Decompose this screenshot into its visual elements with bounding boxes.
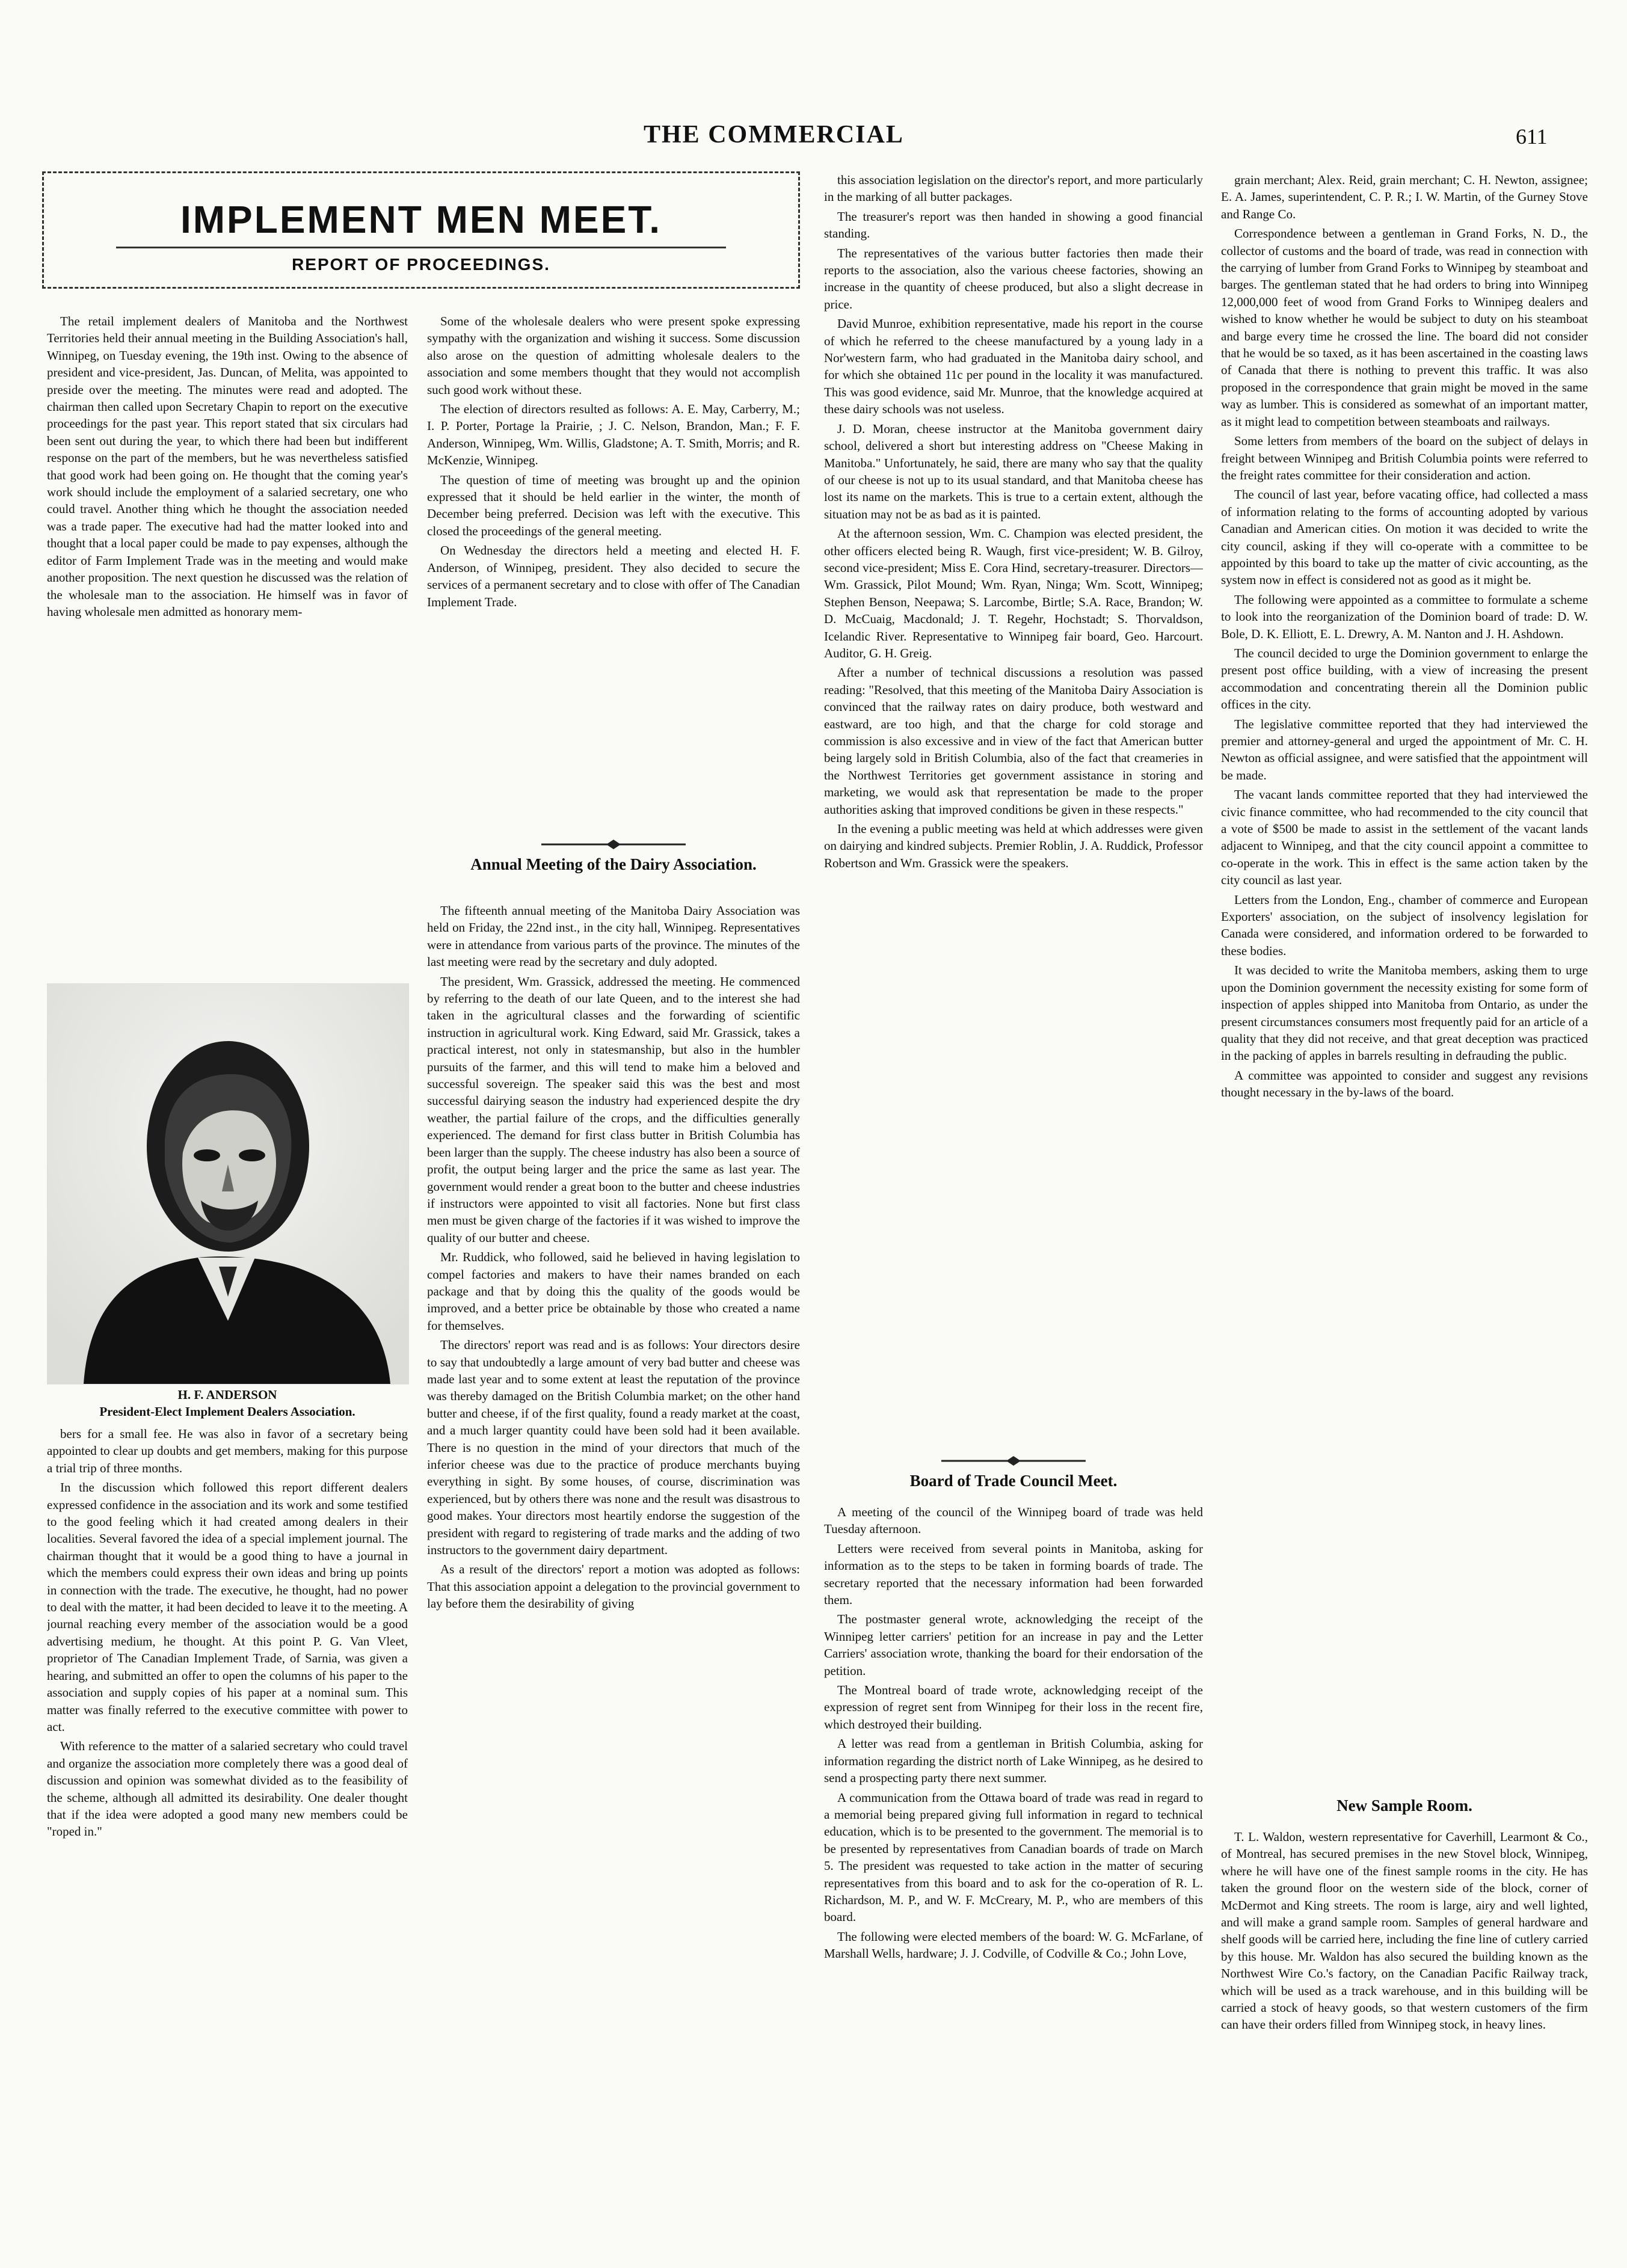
- paragraph: bers for a small fee. He was also in favor of a secretary being appointed to clear up doubts and get members, making for this purpose a trial trip of three months.: [47, 1427, 408, 1475]
- paragraph: The election of directors resulted as follows: A. E. May, Carberry, M.; I. P. Porter, Portage la Prairie, ; J. C. Nelson, Brandon, Man.; F. F. Anderson, Winnipeg, Wm. Willis, Gladstone; A. T. Smith, Morris; and R. McKenzie, Winnipeg.: [427, 402, 800, 468]
- headline-box: [42, 171, 800, 289]
- paragraph: With reference to the matter of a salaried secretary who could travel and organize the association more completely there was a good deal of discussion and opinion was somewhat divided as to the feasibility of the scheme, although all admitted its desirability. One dealer thought that if the idea were adopted a good many new members could be "roped in.": [47, 1739, 408, 1839]
- paragraph: The directors' report was read and is as follows: Your directors desire to say that undoubtedly a large amount of very bad butter and cheese was made last year and to some extent at least the reputation of the province was thereby damaged on the British Columbia market; on the other hand butter and cheese, if of the first quality, found a ready market at the coast, and a much larger quantity could have been sold had it been available. There is no question in the mind of your directors that much of the inferior cheese was due to the practice of produce merchants buying everything in sight. By some houses, of course, discrimination was experienced, but by others there was none and the result was disastrous to good makes. Your directors most heartily endorse the suggestion of the president with regard to registering of trade marks and the adding of two instructors to the government dairy department.: [427, 1338, 800, 1558]
- paragraph: In the evening a public meeting was held at which addresses were given on dairying and kindred subjects. Premier Roblin, J. A. Ruddick, Professor Robertson and Wm. Grassick were the speakers.: [824, 822, 1203, 870]
- paragraph: The council of last year, before vacating office, had collected a mass of information relating to the forms of accounting adopted by various Canadian and American cities. On motion it was decided to write the city council, asking if they will co-operate with a committee to be appointed by this board to take up the matter of civic accounting, as the system now in effect is considered not as good as it might be.: [1221, 487, 1588, 588]
- paragraph: T. L. Waldon, western representative for Caverhill, Learmont & Co., of Montreal, has secured premises in the new Stovel block, Winnipeg, where he will have one of the finest sample rooms in the city. He has taken the ground floor on the western side of the block, corner of McDermot and King streets. The room is large, airy and well lighted, and will make a grand sample room. Samples of general hardware and shelf goods will be carried here, including the fine line of cutlery carried by this house. Mr. Waldon has also secured the building known as the Northwest Wire Co.'s factory, on the Canadian Pacific Railway track, which will be used as a track warehouse, and in this building will be carried a stock of heavy goods, so that western customers of the firm can have their orders filled from Winnipeg stock, in heavy lines.: [1221, 1830, 1588, 2032]
- paragraph: Letters from the London, Eng., chamber of commerce and European Exporters' association, on the subject of insolvency legislation for Canada were considered, and information ordered to be forwarded to these bodies.: [1221, 892, 1588, 958]
- paragraph: The fifteenth annual meeting of the Manitoba Dairy Association was held on Friday, the 22nd inst., in the city hall, Winnipeg. Representatives were in attendance from various parts of the province. The minutes of the last meeting were read by the secretary and duly adopted.: [427, 903, 800, 970]
- paragraph: The vacant lands committee reported that they had interviewed the civic finance committee, who had recommended to the city council that a vote of $500 be made to assist in the settlement of the vacant lands adjacent to Winnipeg, and that the city council appoint a committee to co-operate in the work. This in effect is the same action taken by the city council as last year.: [1221, 787, 1588, 888]
- section-divider: [941, 1455, 1086, 1466]
- paragraph: It was decided to write the Manitoba members, asking them to urge upon the Dominion government the necessity existing for some form of inspection of apples shipped into Manitoba from Ontario, as under the present circumstances consumers most frequently paid for an article of a quality that they did not receive, and that great deception was practiced in the packing of apples in barrels resulting in defrauding the public.: [1221, 963, 1588, 1063]
- subheadline: REPORT OF PROCEEDINGS.: [292, 255, 550, 274]
- paragraph: The retail implement dealers of Manitoba and the Northwest Territories held their annual meeting in the Building Association's hall, Winnipeg, on Tuesday evening, the 19th inst. Owing to the absence of president and vice-president, Jas. Duncan, of Melita, was appointed to preside over the meeting. The minutes were read and adopted. The chairman then called upon Secretary Chapin to report on the executive proceedings for the past year. This report stated that six circulars had been sent out during the year, to which there had been but indifferent response on the part of the members, but he was nevertheless satisfied that good work had been going on. He thought that the coming year's work should include the employment of a salaried secretary, one who could travel. Another thing which he thought the association needed was a trade paper. The executive had had the matter looked into and thought that a local paper could be made to pay expenses, although the editor of Farm Implement Trade was in the meeting and would make another proposition. The next question he discussed was the relation of the wholesale man to the association. He himself was in favor of having wholesale men admitted as honorary mem-: [47, 314, 408, 619]
- paragraph: The representatives of the various butter factories then made their reports to the association, also the various cheese factories, showing an increase in the quantity of cheese produced, but also a slight decrease in price.: [824, 245, 1203, 312]
- dairy-section-title: Annual Meeting of the Dairy Association.: [470, 855, 757, 873]
- paragraph: Mr. Ruddick, who followed, said he believed in having legislation to compel factories and makers to have their names branded on each package and that by doing this the quality of the goods would be improved, and a better price be obtainable by those who created a name for themselves.: [427, 1250, 800, 1333]
- portrait-illustration: [48, 984, 408, 1384]
- portrait-photo: [47, 983, 409, 1384]
- article-column-2-top: [427, 313, 800, 830]
- paragraph: At the afternoon session, Wm. C. Champion was elected president, the other officers elected being R. Waugh, first vice-president; W. B. Gilroy, second vice-president; Miss E. Cora Hind, secretary-treasurer. Directors—Wm. Grassick, Pilot Mound; Wm. Ryan, Ninga; Wm. Scott, Winnipeg; Stephen Benson, Neepawa; S. Larcombe, Birtle; S.A. Race, Brandon; W. D. McCuaig, Macdonald; J. T. Regehr, Hochstadt; S. Thorvaldson, Icelandic River. Representative to Winnipeg fair board, Geo. Harcourt. Auditor, G. H. Greig.: [824, 526, 1203, 660]
- paragraph: A committee was appointed to consider and suggest any revisions thought necessary in the by-laws of the board.: [1221, 1068, 1588, 1100]
- paragraph: The following were elected members of the board: W. G. McFarlane, of Marshall Wells, hardware; J. J. Codville, of Codville & Co.; John Love,: [824, 1929, 1203, 1961]
- paragraph: In the discussion which followed this report different dealers expressed confidence in the association and its work and some testified to the good feeling which it had created among dealers in their localities. Several favored the idea of a special implement journal. The chairman thought that it would be a good thing to have a journal in which the members could express their own ideas and bring up points in connection with the trade. The executive, he thought, had no power to deal with the matter, it had been decided to leave it to the meeting. A journal reaching every member of the association would be a good advertising medium, he thought. At this point P. G. Van Vleet, proprietor of The Canadian Implement Trade, of Sarnia, was given a hearing, and submitted an offer to open the columns of his paper to the association and supply copies of his paper at a nominal sum. This matter was finally referred to the executive committee with power to act.: [47, 1480, 408, 1734]
- headline: IMPLEMENT MEN MEET.: [180, 198, 662, 241]
- paragraph: A letter was read from a gentleman in British Columbia, asking for information regarding the district north of Lake Winnipeg, as he desired to send a prospecting party there next summer.: [824, 1736, 1203, 1786]
- article-column-1-bottom: [47, 1425, 408, 2213]
- article-column-4-top: [1221, 171, 1588, 1786]
- board-article-body: [824, 1504, 1203, 2225]
- paragraph: After a number of technical discussions a resolution was passed reading: "Resolved, that this meeting of the Manitoba Dairy Association is convinced that the railway rates on dairy produce, both westward and eastward, are too high, and that the charge for cold storage and commission is also excessive and in view of the fact that American butter being largely sold in British Columbia, also of the fact that creameries in the Northwest Territories get government assistance in storing and marketing, we would ask that representation be made to the proper authorities asking that improved conditions be given in these respects.": [824, 665, 1203, 817]
- paragraph: The treasurer's report was then handed in showing a good financial standing.: [824, 209, 1203, 241]
- masthead-title: THE COMMERCIAL: [644, 121, 904, 149]
- paragraph: Some of the wholesale dealers who were present spoke expressing sympathy with the organization and wishing it success. Some discussion also arose on the question of admitting wholesale dealers to the association and some members thought that they would not accomplish such good work without these.: [427, 314, 800, 397]
- paragraph: The Montreal board of trade wrote, acknowledging receipt of the expression of regret sent from Winnipeg for their loss in the recent fire, which destroyed their building.: [824, 1683, 1203, 1732]
- paragraph: The following were appointed as a committee to formulate a scheme to look into the reorganization of the Dominion board of trade: D. W. Bole, D. K. Elliott, E. L. Drewry, A. M. Nanton and J. H. Ashdown.: [1221, 592, 1588, 641]
- masthead: [0, 120, 1627, 162]
- paragraph: A meeting of the council of the Winnipeg board of trade was held Tuesday afternoon.: [824, 1505, 1203, 1537]
- paragraph: Some letters from members of the board on the subject of delays in freight between Winnipeg and British Columbia points were referred to the freight rates committee for their consideration and action.: [1221, 434, 1588, 482]
- paragraph: The council decided to urge the Dominion government to enlarge the present post office building, with a view of increasing the present accommodation and concentrating therein all the Dominion public offices in the city.: [1221, 645, 1588, 712]
- dairy-article-body: [427, 902, 800, 2225]
- paragraph: As a result of the directors' report a motion was adopted as follows: That this association appoint a delegation to the provincial government to lay before them the desirability of giving: [427, 1562, 800, 1611]
- article-column-3-top: [824, 171, 1203, 1446]
- portrait-name: H. F. ANDERSON: [177, 1388, 277, 1402]
- paragraph: The question of time of meeting was brought up and the opinion expressed that it should be held earlier in the winter, the month of December being preferred. Decision was left with the executive. This closed the proceedings of the general meeting.: [427, 472, 800, 538]
- paragraph: On Wednesday the directors held a meeting and elected H. F. Anderson, of Winnipeg, president. They also decided to secure the services of a permanent secretary and to close with offer of The Canadian Implement Trade.: [427, 543, 800, 609]
- paragraph: A communication from the Ottawa board of trade was read in regard to a memorial being prepared giving full information in regard to technical education, which is to be presented to the government. The memorial is to be presented by representatives from Canadian boards of trade on March 5. The president was requested to take action in the matter of securing representatives from this board and to ask for the co-operation of R. L. Richardson, M. P., and W. F. McCreary, M. P., who are members of this board.: [824, 1790, 1203, 1925]
- paragraph: Correspondence between a gentleman in Grand Forks, N. D., the collector of customs and the board of trade, was read in connection with the carrying of lumber from Grand Forks to Winnipeg by steamboat and barges. The gentleman stated that he had orders to bring into Winnipeg 12,000,000 feet of wood from Grand Forks to Winnipeg dealers and wished to know whether he would be subject to duty on his steamboat and barge every time he crossed the line. The board did not consider that he would be so taxed, as it has been ascertained in the coasting laws of Canada that there is nothing to prevent this traffic. It was also proposed in the correspondence that grain might be moved in the same way as lumber. This is considered as somewhat of an important matter, as it might lead to competition between steamboats and railways.: [1221, 226, 1588, 429]
- paragraph: Letters were received from several points in Manitoba, asking for information as to the steps to be taken in forming boards of trade. The secretary reported that the necessary information had been forwarded them.: [824, 1541, 1203, 1608]
- portrait-caption-text: President-Elect Implement Dealers Association.: [99, 1404, 355, 1419]
- sample-room-section-title: New Sample Room.: [1336, 1796, 1472, 1815]
- paragraph: The postmaster general wrote, acknowledging the receipt of the Winnipeg letter carriers' petition for an increase in pay and the Letter Carriers' association wrote, thanking the board for their endorsation of the petition.: [824, 1612, 1203, 1678]
- paragraph: The legislative committee reported that they had interviewed the premier and attorney-general and urged the appointment of Mr. C. H. Newton as official assignee, and were satisfied that the appointment will be made.: [1221, 716, 1588, 782]
- paragraph: David Munroe, exhibition representative, made his report in the course of which he referred to the cheese manufactured by a young lady in a Nor'western farm, who had graduated in the Manitoba dairy school, and for which she obtained 11c per pound in the locality it was manufactured. This was good evidence, said Mr. Munroe, that the knowledge acquired at these dairy schools was not useless.: [824, 316, 1203, 417]
- article-column-1-top: [47, 313, 408, 971]
- paragraph: The president, Wm. Grassick, addressed the meeting. He commenced by referring to the death of our late Queen, and to the interest she had taken in the agricultural classes and the forwarding of scientific instruction in agricultural work. King Edward, said Mr. Grassick, takes a practical interest, not only in statesmanship, but also in the humbler pursuits of the farmer, and this will tend to make him a beloved and successful sovereign. The speaker said this was the best and most successful dairying season the industry had experienced despite the dry weather, the partial failure of the crops, and the difficulties generally experienced. The demand for first class butter in British Columbia has been larger than the supply. The cheese industry has also been a source of profit, the output being larger and the price the same as last year. The government would render a great boon to the butter and cheese industries if instructors were appointed to visit all factories. None but first class men must be given charge of the factories if it was wished to improve the quality of our butter and cheese.: [427, 974, 800, 1245]
- page-number: 611: [1516, 124, 1548, 149]
- section-divider: [541, 839, 686, 850]
- portrait-caption: [47, 1386, 408, 1420]
- sample-room-article-body: [1221, 1828, 1588, 2225]
- paragraph: grain merchant; Alex. Reid, grain merchant; C. H. Newton, assignee; E. A. James, superintendent, C. P. R.; I. W. Martin, of the Gurney Stove and Range Co.: [1221, 173, 1588, 221]
- headline-rule: [116, 247, 726, 248]
- paragraph: J. D. Moran, cheese instructor at the Manitoba government dairy school, delivered a short but interesting address on "Cheese Making in Manitoba." Unfortunately, he said, there are many who say that the quality of our cheese is not up to its usual standard, and that Manitoba cheese has lost its name on the markets. This is true to a certain extent, although the situation may not be as bad as it is painted.: [824, 421, 1203, 521]
- board-section-title: Board of Trade Council Meet.: [909, 1472, 1118, 1490]
- paragraph: this association legislation on the director's report, and more particularly in the marking of all butter packages.: [824, 173, 1203, 204]
